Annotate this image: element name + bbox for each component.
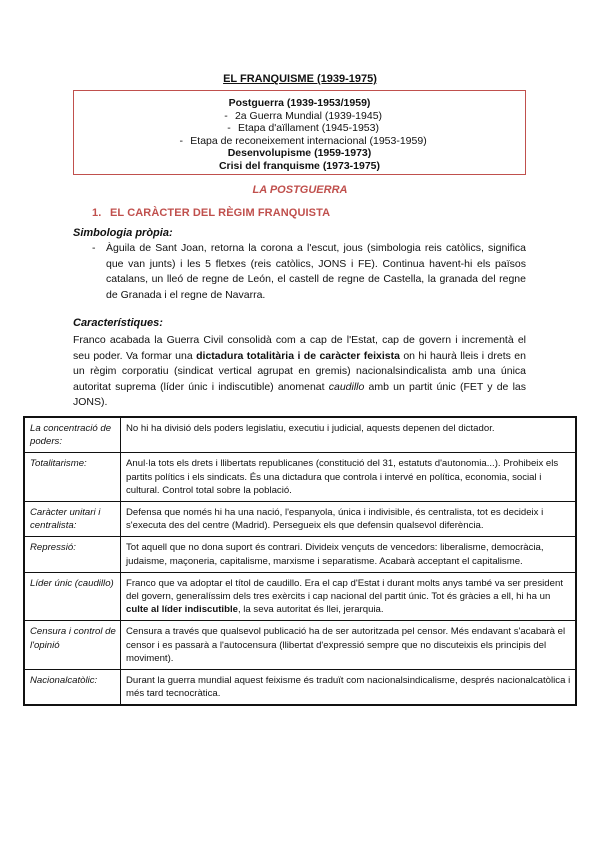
section-title: LA POSTGUERRA [252,184,348,196]
period-development: Desenvolupisme (1959-1973) [227,147,372,160]
row-label: Caràcter unitari i centralista: [24,502,121,537]
table-row [24,537,576,572]
symbology-label: Simbologia pròpia: [73,227,173,239]
row-label: Censura i control de l'opinió [24,621,121,670]
heading-number: 1. [92,207,102,219]
row-label: La concentració de poders: [24,417,121,453]
table-row [24,502,576,537]
row-label: Líder únic (caudillo) [24,572,121,621]
period-postwar: Postguerra (1939-1953/1959) [228,97,371,109]
row-label: Repressió: [24,537,121,572]
table-row [24,417,576,453]
row-text: Tot aquell que no dona suport és contrari. Divideix vençuts de vencedors: liberalisme, democràcia, judaisme, maçoneria, capitalisme, marxisme i separatisme. Acabarà acceptant el capitalisme. [121,537,577,572]
symbology-text: Àguila de Sant Joan, retorna la corona a l'escut, jous (simbologia reis catòlics, significa que van junts) i les 5 fletxes (reis catòlics, JONS i FE). Continua havent-hi els països catalans, un lleó de regne de León, el castell de regne de Castella, la granada del regne de Granada i el regne de Navarra. [106,242,526,301]
period-crisis: Crisi del franquisme (1973-1975) [218,159,381,172]
table-row [24,572,576,621]
row-text: Censura a través que qualsevol publicació ha de ser autoritzada pel censor. Més endavant s'acabarà el censor i es passarà a l'autocensura (llibertat d'expressió sempre que no discuteixis els principis del moviment). [121,621,577,670]
table-row [24,453,576,502]
summary-item: - Etapa d'aïllament (1945-1953) [227,122,379,135]
row-label: Totalitarisme: [24,453,121,502]
characteristics-table [23,416,577,706]
document-title: EL FRANQUISME (1939-1975) [223,73,377,85]
chapter-heading [92,207,330,219]
row-text: Durant la guerra mundial aquest feixisme és traduït com nacionalsindicalisme, després nacionalcatòlica i més tard tecnocràtica. [121,670,577,706]
characteristics-label: Característiques: [73,317,163,329]
table-row [24,670,576,706]
row-text: Franco que va adoptar el títol de caudillo. Era el cap d'Estat i durant molts anys també va ser president del govern, generalíssim dels tres exèrcits i cap nacional del partit únic. Tot és gràcies a ell, hi ha un culte al líder indiscutible, la seva autoritat és llei, jerarquia. [121,572,577,621]
row-label: Nacionalcatòlic: [24,670,121,706]
period-summary-box [73,90,526,175]
characteristics-paragraph: Franco acabada la Guerra Civil consolidà com a cap de l'Estat, cap de govern i incrementà el seu poder. Va formar una dictadura totalitària i de caràcter feixista on hi haurà lleis i drets en un règim corporatiu (sindicat vertical agrupat en gremis) nacionalsindicalista amb una única autoritat suprema (líder únic i indiscutible) anomenat caudillo amb un partit únic (FET y de las JONS). [73,334,526,408]
summary-item: - 2a Guerra Mundial (1939-1945) [224,109,383,122]
heading-text: EL CARÀCTER DEL RÈGIM FRANQUISTA [110,207,331,219]
row-text: Defensa que només hi ha una nació, l'espanyola, única i indivisible, és centralista, tot es decideix i s'executa des del centre (Madrid). Persegueix els que defensin qualsevol diferència. [121,502,577,537]
row-text: No hi ha divisió dels poders legislatiu, executiu i judicial, aquests depenen del dictador. [121,417,577,453]
row-text: Anul·la tots els drets i llibertats republicanes (constitució del 31, estatuts d'autonomia...). Prohibeix els partits polítics i els sindicats. És una dictadura que controla i intervé en política, economia, social i cultural. Control total sobre la població. [121,453,577,502]
symbology-item: - Àguila de Sant Joan, retorna la corona a l'escut, jous (simbologia reis catòlics, significa que van junts) i les 5 fletxes (reis catòlics, JONS i FE). Continua havent-hi els països catalans, un lleó de regne de León, el castell de regne de Castella, la granada del regne de Granada i el regne de Navarra. [92,241,526,303]
summary-item: - Etapa de reconeixement internacional (1953-1959) [179,134,427,147]
table-row [24,621,576,670]
